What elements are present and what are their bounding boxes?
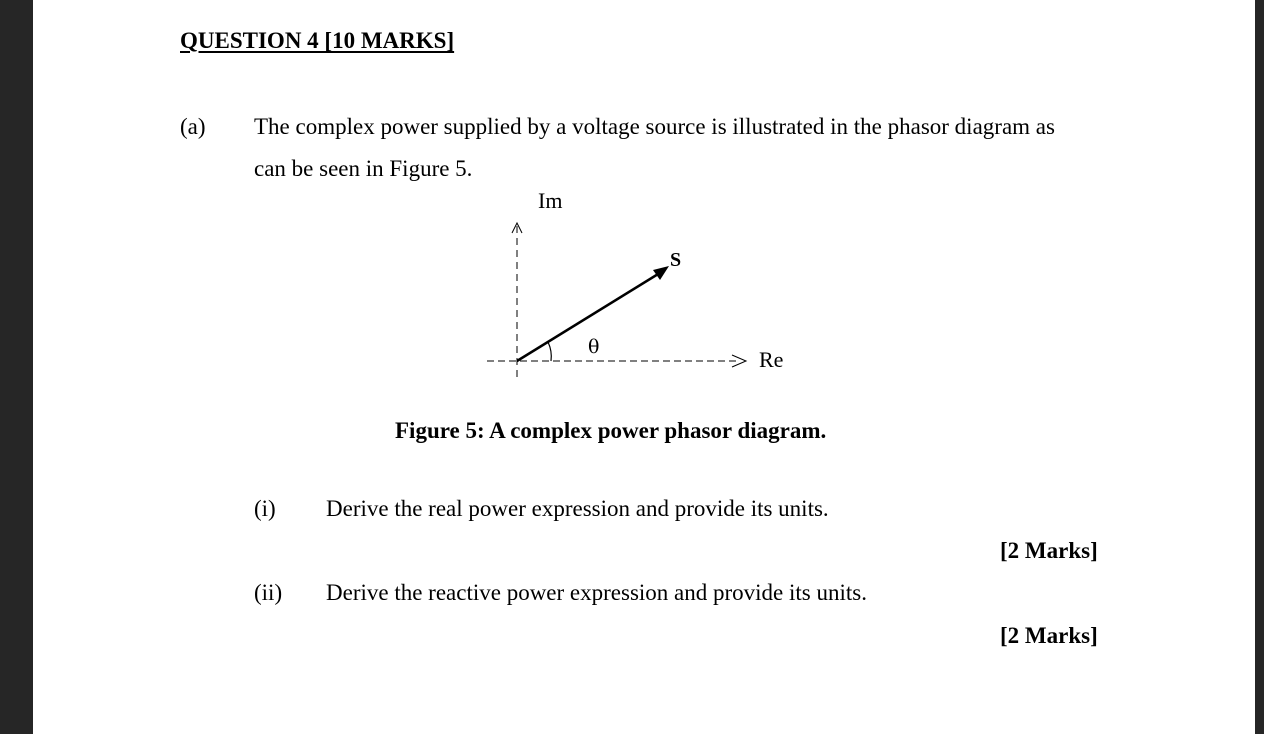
question-heading: QUESTION 4 [10 MARKS] [180,28,455,53]
subpart-i-number: (i) [254,496,276,521]
figure-caption: Figure 5: A complex power phasor diagram. [395,418,827,443]
viewer-right-edge [1255,0,1264,734]
re-axis-label: Re [759,347,784,372]
document-page [33,0,1255,734]
phasor-diagram [470,185,784,385]
subpart-i-text: Derive the real power expression and provide its units. [326,496,829,521]
subpart-ii-text: Derive the reactive power expression and provide its units. [326,580,867,605]
theta-arc [548,342,551,361]
s-vector-arrowhead [653,266,669,280]
part-a-label: (a) [180,114,206,139]
s-vector-label: S [670,249,682,271]
subpart-ii-number: (ii) [254,580,283,605]
im-axis-label: Im [538,188,563,213]
subpart-ii-marks: [2 Marks] [1000,623,1098,648]
theta-label: θ [588,336,600,358]
part-a-text-line2: can be seen in Figure 5. [254,156,473,181]
part-a-text-line1: The complex power supplied by a voltage source is illustrated in the phasor diagram as [254,114,1055,139]
subpart-i-marks: [2 Marks] [1000,538,1098,563]
